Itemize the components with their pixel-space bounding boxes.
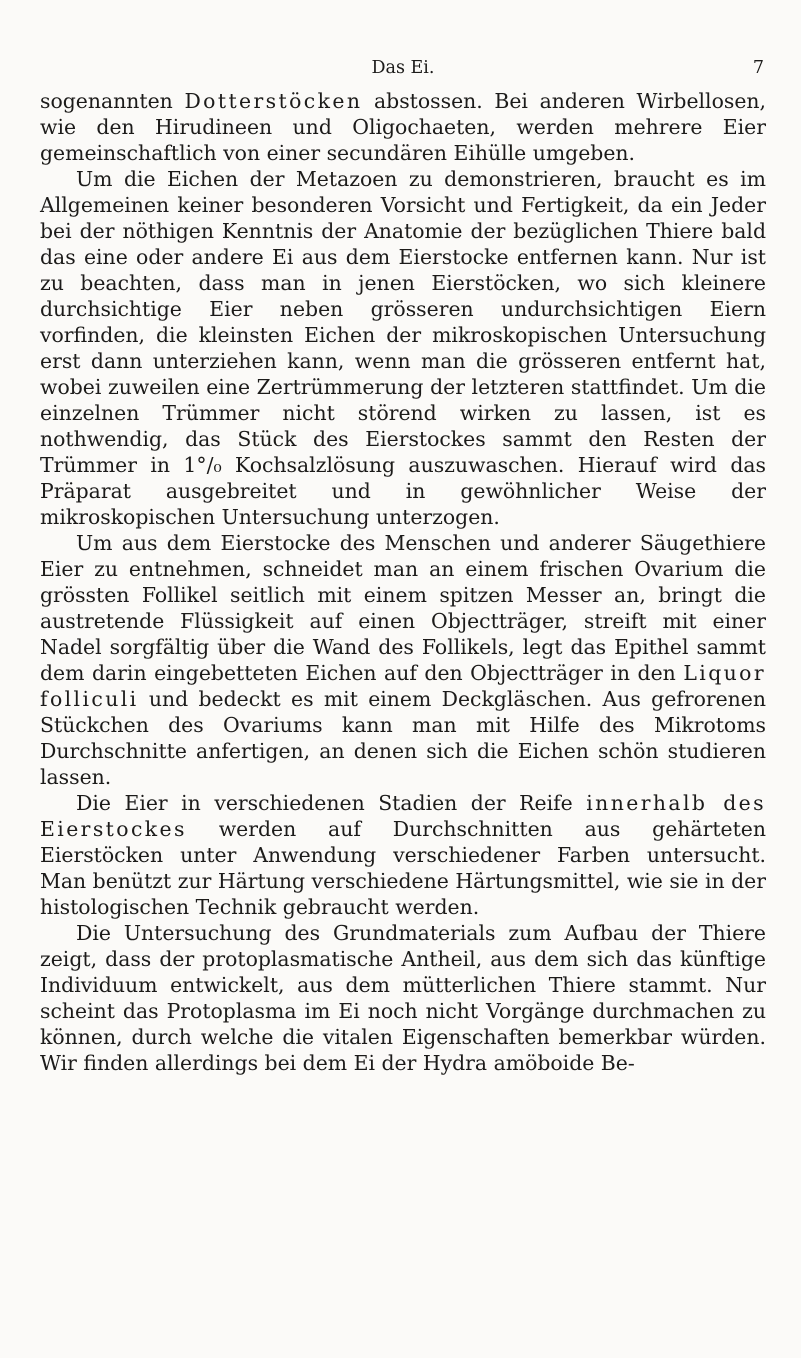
body-text (40, 88, 766, 1076)
paragraph (40, 88, 766, 166)
text-run: Um die Eichen der Metazoen zu demonstrieren, braucht es im Allgemeinen keiner besonderen Vorsicht und Fertigkeit, da ein Jeder bei der nöthigen Kenntnis der Anatomie der bezüglichen Thiere bald das eine oder andere Ei aus dem Eierstocke entfernen kann. Nur ist zu beachten, dass man in jenen Eierstöcken, wo sich kleinere durchsichtige Eier neben grösseren undurchsichtigen Eiern vorfinden, die kleinsten Eichen der mikroskopischen Untersuchung erst dann unterziehen kann, wenn man die grösseren entfernt hat, wobei zuweilen eine Zertrümmerung der letzteren stattfindet. Um die einzelnen Trümmer nicht störend wirken zu lassen, ist es nothwendig, das Stück des Eierstockes sammt den Resten der Trümmer in 1°/₀ Kochsalzlösung auszuwaschen. Hierauf wird das Präparat ausgebreitet und in gewöhnlicher Weise der mikroskopischen Untersuchung unterzogen. (40, 167, 766, 529)
book-page (40, 58, 766, 1076)
text-run: Die Untersuchung des Grundmaterials zum Aufbau der Thiere zeigt, dass der protoplasmatische Antheil, aus dem sich das künftige Individuum entwickelt, aus dem mütterlichen Thiere stammt. Nur scheint das Protoplasma im Ei noch nicht Vorgänge durchmachen zu können, durch welche die vitalen Eigenschaften bemerkbar würden. Wir finden allerdings bei dem Ei der Hydra amöboide Be- (40, 921, 766, 1075)
emphasized-text: Dotterstöcken (184, 89, 363, 113)
page-number: 7 (752, 58, 764, 78)
running-head (40, 58, 766, 88)
text-run: abstossen. Bei anderen Wirbellosen, wie den Hirudineen und Oligochaeten, werden mehrere Eier gemeinschaftlich von einer secundären Eihülle umgeben. (40, 89, 766, 165)
emphasized-text: innerhalb des Eierstockes (40, 791, 767, 841)
text-run: Um aus dem Eierstocke des Menschen und anderer Säugethiere Eier zu entnehmen, schneidet man an einem frischen Ovarium die grössten Follikel seitlich mit einem spitzen Messer an, bringt die austretende Flüssigkeit auf einen Objectträger, streift mit einer Nadel sorgfältig über die Wand des Follikels, legt das Epithel sammt dem darin eingebetteten Eichen auf den Objectträger in den (40, 531, 766, 685)
paragraph (40, 790, 766, 920)
emphasized-text: Liquor folliculi (40, 661, 766, 711)
paragraph (40, 920, 766, 1076)
text-run: werden auf Durchschnitten aus gehärteten Eierstöcken unter Anwendung verschiedener Farben untersucht. Man benützt zur Härtung verschiedene Härtungsmittel, wie sie in der histologischen Technik gebraucht werden. (40, 817, 766, 919)
running-title: Das Ei. (371, 58, 435, 78)
paragraph (40, 166, 766, 530)
text-run: und bedeckt es mit einem Deckgläschen. Aus gefrorenen Stückchen des Ovariums kann man mit Hilfe des Mikrotoms Durchschnitte anfertigen, an denen sich die Eichen schön studieren lassen. (40, 687, 766, 789)
text-run: Die Eier in verschiedenen Stadien der Reife (76, 791, 587, 815)
paragraph (40, 530, 766, 790)
text-run: sogenannten (40, 89, 185, 113)
